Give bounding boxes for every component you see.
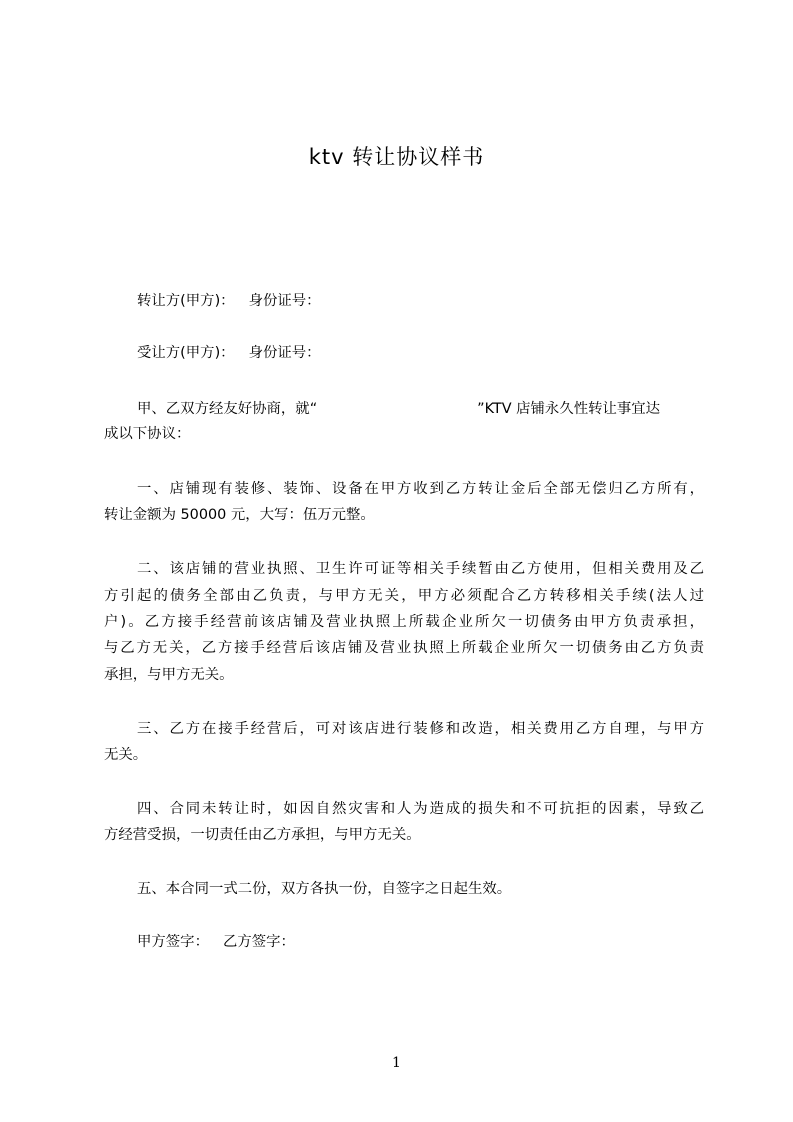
intro-line-1-end: ”KTV 店铺永久性转让事宜达 bbox=[477, 401, 661, 417]
clause-4-line-1: 四、合同未转让时，如因自然灾害和人为造成的损失和不可抗拒的因素，导致乙 bbox=[137, 801, 704, 817]
clause-2-line-2: 方引起的债务全部由乙负责，与甲方无关，甲方必须配合乙方转移相关手续(法人过 bbox=[104, 588, 704, 604]
transferor-line bbox=[137, 289, 704, 313]
clause-2-line-1: 二、该店铺的营业执照、卫生许可证等相关手续暂由乙方使用，但相关费用及乙 bbox=[137, 561, 704, 577]
transferee-line bbox=[137, 341, 704, 365]
clause-3-line-2: 无关。 bbox=[104, 747, 148, 763]
party-a-signature-label: 甲方签字： bbox=[137, 934, 209, 950]
clause-2-line-5: 承担，与甲方无关。 bbox=[104, 667, 234, 683]
intro-line-1-start: 甲、乙双方经友好协商，就“ bbox=[137, 401, 318, 417]
intro-line-1 bbox=[137, 397, 704, 421]
clause-4-line-2: 方经营受损，一切责任由乙方承担，与甲方无关。 bbox=[104, 827, 421, 843]
transferee-id-label: 身份证号： bbox=[248, 345, 321, 361]
transferor-id-label: 身份证号： bbox=[248, 293, 321, 309]
clause-1-line-1: 一、店铺现有装修、装饰、设备在甲方收到乙方转让金后全部无偿归乙方所有， bbox=[137, 481, 704, 497]
document-title: ktv 转让协议样书 bbox=[308, 145, 485, 169]
clause-2-line-3: 户)。乙方接手经营前该店铺及营业执照上所载企业所欠一切债务由甲方负责承担， bbox=[104, 614, 704, 630]
clause-3-line-1: 三、乙方在接手经营后，可对该店进行装修和改造，相关费用乙方自理，与甲方 bbox=[137, 721, 704, 737]
transferor-label: 转让方(甲方)： bbox=[137, 293, 235, 309]
page-number: 1 bbox=[392, 1055, 401, 1071]
clause-1-line-2: 转让金额为 50000 元，大写：伍万元整。 bbox=[104, 507, 375, 523]
intro-line-2: 成以下协议： bbox=[104, 426, 191, 442]
signature-line bbox=[137, 930, 704, 954]
party-b-signature-label: 乙方签字： bbox=[222, 934, 295, 950]
clause-2-line-4: 与乙方无关，乙方接手经营后该店铺及营业执照上所载企业所欠一切债务由乙方负责 bbox=[104, 640, 704, 656]
transferee-label: 受让方(甲方)： bbox=[137, 345, 235, 361]
clause-5-line-1: 五、本合同一式二份，双方各执一份，自签字之日起生效。 bbox=[137, 881, 512, 897]
